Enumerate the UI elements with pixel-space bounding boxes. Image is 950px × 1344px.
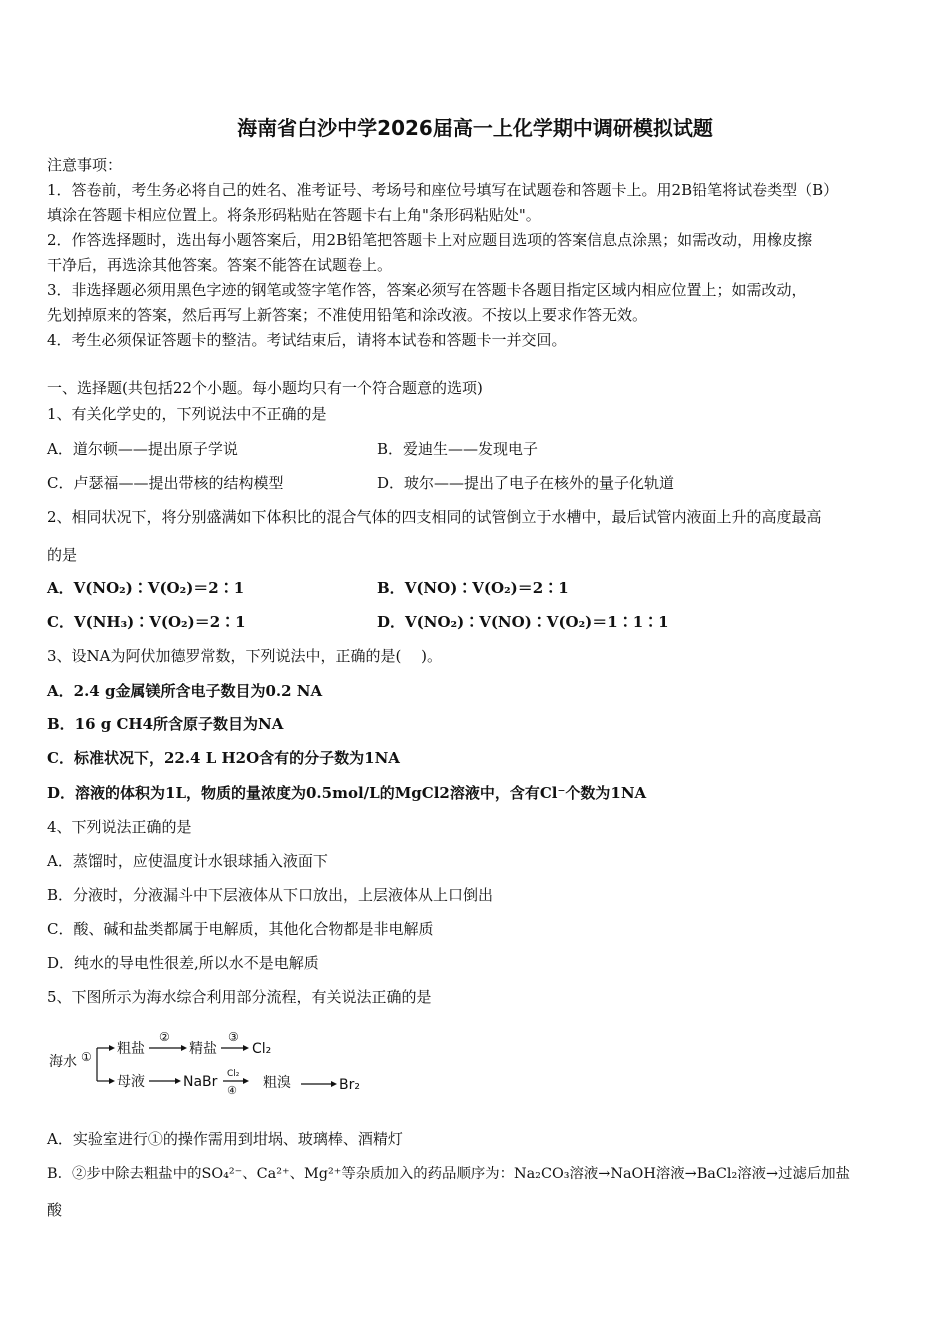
q5-option-a: A．实验室进行①的操作需用到坩埚、玻璃棒、酒精灯 (47, 1130, 403, 1148)
q4-option-b: B．分液时，分液漏斗中下层液体从下口放出，上层液体从上口倒出 (47, 886, 494, 904)
step-4-marker: ④ (227, 1084, 237, 1097)
q2-option-a-label: A． (47, 579, 74, 597)
nabr-label: NaBr (183, 1074, 218, 1090)
section-heading: 一、选择题(共包括22个小题。每小题均只有一个符合题意的选项) (47, 379, 483, 397)
q1-option-c: C．卢瑟福——提出带核的结构模型 (47, 474, 284, 492)
q3-option-d: D．溶液的体积为1L，物质的量浓度为0.5mol/L的MgCl2溶液中，含有Cl⁻个数为1NA (47, 784, 647, 802)
q1-option-b: B．爱迪生——发现电子 (377, 440, 539, 458)
br2-product-label: Br₂ (339, 1077, 360, 1093)
q1-option-a: A．道尔顿——提出原子学说 (47, 440, 238, 458)
arrow-head-2 (109, 1078, 115, 1084)
cl2-reagent-label: Cl₂ (227, 1069, 240, 1079)
mother-liquor-label: 母液 (117, 1074, 145, 1090)
q1-option-d: D．玻尔——提出了电子在核外的量子化轨道 (377, 474, 675, 492)
crude-salt-label: 粗盐 (117, 1041, 145, 1057)
question-2-stem-cont: 的是 (47, 546, 78, 564)
crude-bromine-label: 粗溴 (263, 1075, 291, 1091)
notice-line-1: 1．答卷前，考生务必将自己的姓名、准考证号、考场号和座位号填写在试题卷和答题卡上。用2B铅笔将试卷类型（B） (47, 181, 839, 199)
q2-option-c-text: V(NH₃)∶V(O₂)＝2∶1 (73, 613, 246, 631)
notice-heading: 注意事项： (47, 156, 123, 174)
notice-line-7: 4．考生必须保证答题卡的整洁。考试结束后，请将本试卷和答题卡一并交回。 (47, 331, 567, 349)
q3-option-a: A．2.4 g金属镁所含电子数目为0.2 NA (47, 682, 323, 700)
question-3-stem: 3、设NA为阿伏加德罗常数，下列说法中，正确的是( )。 (47, 647, 442, 665)
q5-option-b: B．②步中除去粗盐中的SO₄²⁻、Ca²⁺、Mg²⁺等杂质加入的药品顺序为：Na₂CO₃溶液→NaOH溶液→BaCl₂溶液→过滤后加盐 (47, 1166, 851, 1182)
q3-option-c: C．标准状况下，22.4 L H2O含有的分子数为1NA (47, 749, 400, 767)
notice-line-6: 先划掉原来的答案，然后再写上新答案；不准使用铅笔和涂改液。不按以上要求作答无效。 (47, 306, 648, 324)
q2-option-a-text: V(NO₂)∶V(O₂)＝2∶1 (73, 579, 245, 597)
cl2-product-label: Cl₂ (252, 1041, 272, 1057)
arrow-6-head (331, 1081, 337, 1087)
notice-line-3: 2．作答选择题时，选出每小题答案后，用2B铅笔把答题卡上对应题目选项的答案信息点涂黑；如需改动，用橡皮擦 (47, 231, 813, 249)
q2-option-c (47, 611, 246, 632)
q2-option-c-label: C． (47, 613, 74, 631)
arrow-5-head (243, 1078, 249, 1084)
notice-line-2: 填涂在答题卡相应位置上。将条形码粘贴在答题卡右上角"条形码粘贴处"。 (47, 206, 541, 224)
question-4-stem: 4、下列说法正确的是 (47, 818, 192, 836)
seawater-flow-diagram (47, 1028, 377, 1100)
arrow-4-head (175, 1078, 181, 1084)
q2-option-b-text: V(NO)∶V(O₂)＝2∶1 (404, 579, 569, 597)
notice-line-4: 干净后，再选涂其他答案。答案不能答在试题卷上。 (47, 256, 393, 274)
q4-option-c: C．酸、碱和盐类都属于电解质，其他化合物都是非电解质 (47, 920, 434, 938)
q3-option-b: B．16 g CH4所含原子数目为NA (47, 715, 284, 733)
q2-option-b (377, 577, 569, 598)
step-1-marker: ① (81, 1050, 92, 1064)
q4-option-d: D．纯水的导电性很差,所以水不是电解质 (47, 954, 319, 972)
q2-option-d-text: V(NO₂)∶V(NO)∶V(O₂)＝1∶1∶1 (405, 613, 669, 631)
page-title: 海南省白沙中学2026届高一上化学期中调研模拟试题 (237, 116, 713, 140)
question-1-stem: 1、有关化学史的，下列说法中不正确的是 (47, 405, 327, 423)
q4-option-a: A．蒸馏时，应使温度计水银球插入液面下 (47, 852, 328, 870)
refined-salt-label: 精盐 (189, 1041, 217, 1057)
step-2-marker: ② (159, 1030, 170, 1044)
question-2-stem: 2、相同状况下，将分别盛满如下体积比的混合气体的四支相同的试管倒立于水槽中，最后试管内液面上升的高度最高 (47, 508, 822, 526)
q2-option-a (47, 577, 244, 598)
q2-option-d (377, 611, 669, 632)
seawater-label: 海水 (49, 1054, 77, 1070)
q5-option-b-cont: 酸 (47, 1201, 63, 1219)
q2-option-b-label: B． (377, 579, 405, 597)
step-3-marker: ③ (228, 1030, 239, 1044)
arrow-head-1 (109, 1045, 115, 1051)
notice-line-5: 3．非选择题必须用黑色字迹的钢笔或签字笔作答，答案必须写在答题卡各题目指定区域内相应位置上；如需改动， (47, 281, 807, 299)
arrow-3-head (243, 1045, 249, 1051)
question-5-stem: 5、下图所示为海水综合利用部分流程，有关说法正确的是 (47, 988, 432, 1006)
arrow-2-head (181, 1045, 187, 1051)
q2-option-d-label: D． (377, 613, 406, 631)
